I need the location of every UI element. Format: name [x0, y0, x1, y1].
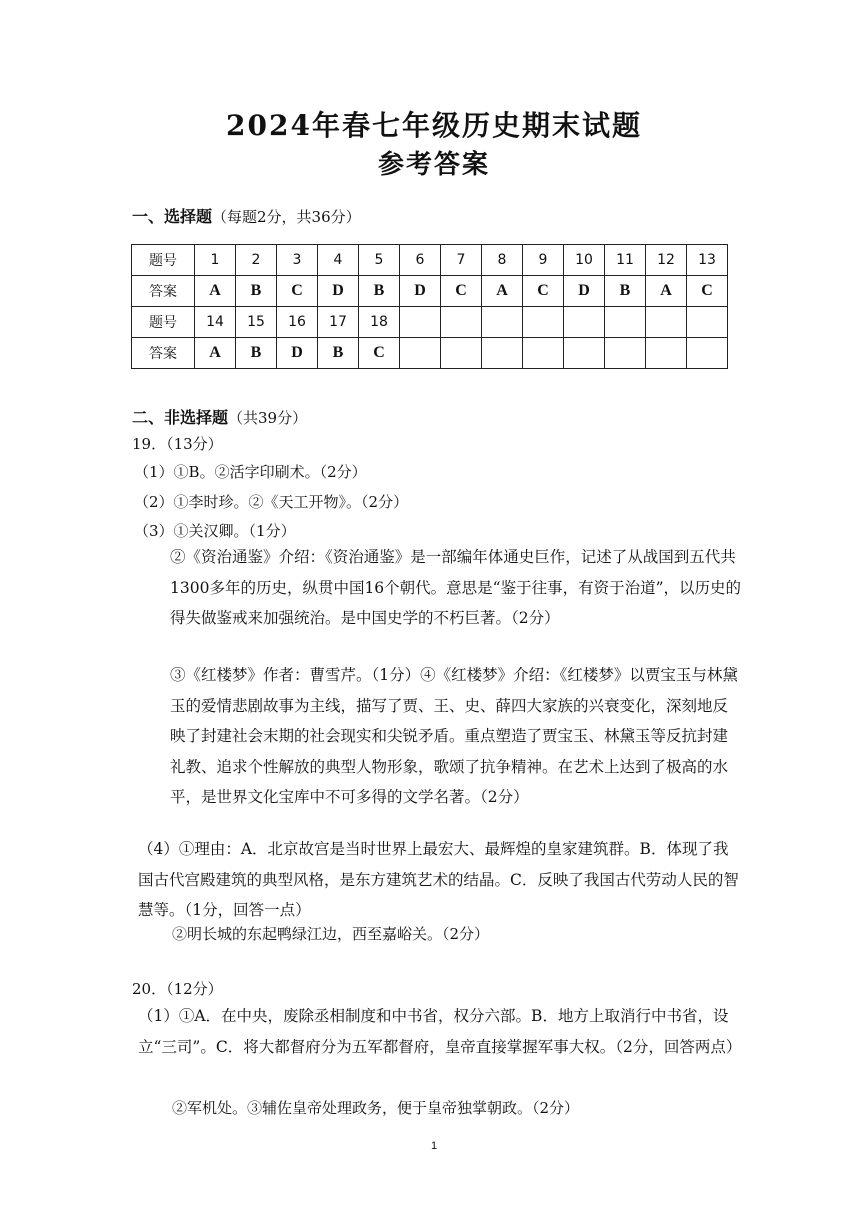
q19-part3: （3）①关汉卿。（1分）	[134, 522, 296, 540]
answer-cell: D	[400, 276, 441, 307]
answer-cell	[646, 338, 687, 369]
row-label: 答案	[132, 276, 195, 307]
question-number-cell: 14	[195, 307, 236, 338]
question-number-cell: 5	[359, 245, 400, 276]
page-subtitle: 参考答案	[377, 150, 490, 180]
question-number-cell: 6	[400, 245, 441, 276]
question-number-cell	[605, 307, 646, 338]
question-number-cell	[482, 307, 523, 338]
answer-cell: C	[523, 276, 564, 307]
question-number-cell	[523, 307, 564, 338]
answer-cell: A	[195, 338, 236, 369]
answer-table	[131, 244, 728, 369]
answer-cell: B	[236, 276, 277, 307]
q19-part1: （1）①B。②活字印刷术。（2分）	[134, 463, 367, 481]
q19-part4-greatwall: ②明长城的东起鸭绿江边，西至嘉峪关。（2分）	[172, 925, 490, 943]
table-row	[132, 276, 728, 307]
answer-cell: B	[605, 276, 646, 307]
answer-cell	[482, 338, 523, 369]
answer-cell: B	[236, 338, 277, 369]
question-number-cell	[646, 307, 687, 338]
answer-cell: D	[318, 276, 359, 307]
q19-part4	[138, 834, 742, 926]
answer-cell: A	[646, 276, 687, 307]
answer-cell: C	[277, 276, 318, 307]
question-number-cell: 8	[482, 245, 523, 276]
question-number-cell: 13	[687, 245, 728, 276]
table-row	[132, 338, 728, 369]
answer-cell: B	[359, 276, 400, 307]
q19-part4-text: （4）①理由：A．北京故宫是当时世界上最宏大、最辉煌的皇家建筑群。B．体现了我国古代宫殿建筑的典型风格，是东方建筑艺术的结晶。C．反映了我国古代劳动人民的智慧等。（1分，回答一点）	[138, 840, 739, 919]
question-number-cell: 4	[318, 245, 359, 276]
row-label: 题号	[132, 245, 195, 276]
answer-cell: D	[564, 276, 605, 307]
row-label: 题号	[132, 307, 195, 338]
q19-part2: （2）①李时珍。②《天工开物》。（2分）	[134, 493, 409, 511]
page-number: 1	[430, 1140, 438, 1152]
page-title: 2024年春七年级历史期末试题	[226, 109, 642, 142]
question-number-cell: 12	[646, 245, 687, 276]
question-number-cell	[441, 307, 482, 338]
question-number-cell: 18	[359, 307, 400, 338]
question-number-cell: 17	[318, 307, 359, 338]
question-number-cell: 3	[277, 245, 318, 276]
section2-note: （共39分）	[228, 409, 308, 427]
answer-cell	[400, 338, 441, 369]
question-number-cell: 1	[195, 245, 236, 276]
q19-part3-honglou: ③《红楼梦》作者：曹雪芹。（1分）④《红楼梦》介绍：《红楼梦》以贾宝玉与林黛玉的爱情悲剧故事为主线，描写了贾、王、史、薛四大家族的兴衰变化，深刻地反映了封建社会末期的社会现实和尖锐矛盾。重点塑造了贾宝玉、林黛玉等反抗封建礼教、追求个性解放的典型人物形象，歌颂了抗争精神。在艺术上达到了极高的水平，是世界文化宝库中不可多得的文学名著。（2分）	[170, 666, 738, 806]
question-number-cell: 2	[236, 245, 277, 276]
answer-cell: B	[318, 338, 359, 369]
question-number-cell	[564, 307, 605, 338]
answer-cell	[605, 338, 646, 369]
q19-part3-zizhi: ②《资治通鉴》介绍：《资治通鉴》是一部编年体通史巨作，记述了从战国到五代共1300多年的历史，纵贯中国16个朝代。意思是“鉴于往事，有资于治道”，以历史的得失做鉴戒来加强统治。是中国史学的不朽巨著。（2分）	[170, 548, 742, 627]
answer-cell: D	[277, 338, 318, 369]
answer-cell: A	[195, 276, 236, 307]
q20-heading: 20．（12分）	[132, 980, 223, 998]
section2-title: 二、非选择题	[132, 408, 229, 427]
section1-title: 一、选择题	[132, 207, 213, 226]
answer-cell: C	[687, 276, 728, 307]
question-number-cell: 7	[441, 245, 482, 276]
question-number-cell	[687, 307, 728, 338]
question-number-cell: 10	[564, 245, 605, 276]
q20-part1-junji: ②军机处。③辅佐皇帝处理政务，便于皇帝独掌朝政。（2分）	[172, 1099, 580, 1117]
q19-heading: 19．（13分）	[132, 435, 223, 453]
answer-cell	[564, 338, 605, 369]
section1-heading	[132, 204, 361, 227]
answer-cell: C	[359, 338, 400, 369]
question-number-cell: 11	[605, 245, 646, 276]
answer-cell	[687, 338, 728, 369]
section2-heading	[132, 405, 307, 428]
section1-note: （每题2分，共36分）	[212, 208, 361, 226]
answer-cell	[523, 338, 564, 369]
question-number-cell: 16	[277, 307, 318, 338]
row-label: 答案	[132, 338, 195, 369]
question-number-cell: 9	[523, 245, 564, 276]
answer-cell: C	[441, 276, 482, 307]
answer-cell	[441, 338, 482, 369]
question-number-cell	[400, 307, 441, 338]
question-number-cell: 15	[236, 307, 277, 338]
answer-cell: A	[482, 276, 523, 307]
q20-part1: （1）①A．在中央，废除丞相制度和中书省，权分六部。B．地方上取消行中书省，设立“三司”。C．将大都督府分为五军都督府，皇帝直接掌握军事大权。（2分，回答两点）	[138, 1007, 742, 1056]
table-row	[132, 307, 728, 338]
table-row	[132, 245, 728, 276]
